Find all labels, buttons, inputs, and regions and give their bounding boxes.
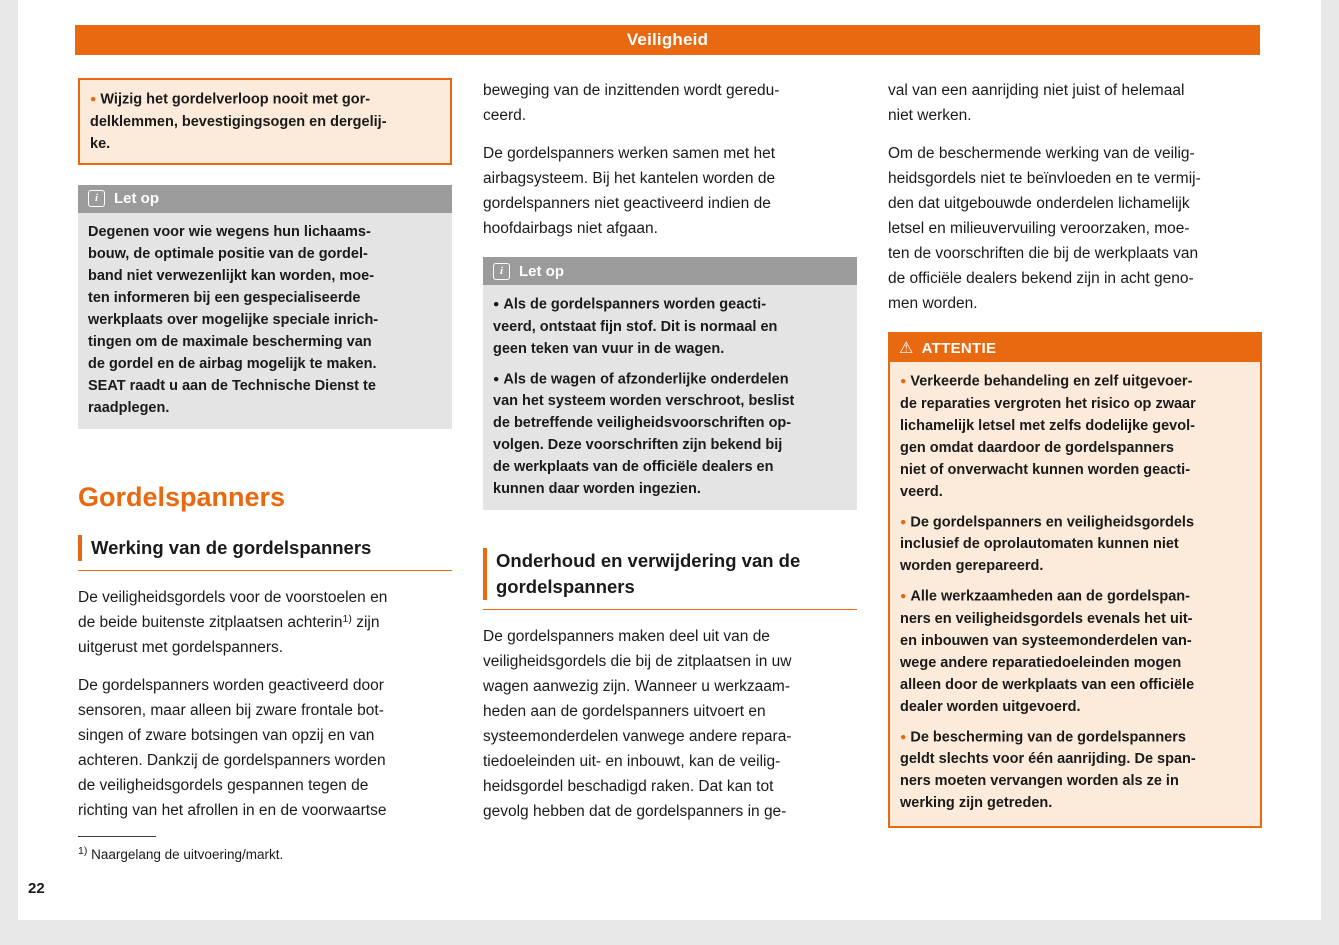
text-line: ceerd. [483,107,527,124]
note-bullet-item [493,368,847,501]
subsection-heading-text [78,535,452,561]
text-line: veerd, ontstaat fijn stof. Dit is normaal en [493,318,778,335]
text-line: letsel en milieuvervuiling veroorzaken, moe- [888,220,1190,237]
text-line: tiedoeleinden uit- en inbouwt, kan de veilig- [483,753,781,770]
text-line: wege andere reparatiedoeleinden mogen [900,654,1182,671]
subsection-heading [78,535,452,571]
text-line: ners moeten vervangen worden als ze in [900,773,1179,789]
text-line: de veiligheidsgordels gespannen tegen de [78,776,369,794]
bullet-icon: ● [900,590,907,602]
bullet-icon: ● [900,515,907,528]
paragraph [483,78,857,128]
text-line: ● Alle werkzaamheden aan de gordelspan- [900,588,1190,605]
footnote-text: $^{1)}$ Naargelang de uitvoering/markt. [78,844,284,862]
text-line: inclusief de oprolautomaten kunnen niet [900,536,1179,552]
warning-box-title: ATTENTIE [921,339,997,357]
text-line: werking zijn getreden. [900,795,1053,811]
text-line: den dat uitgebouwde onderdelen lichamelijk [888,195,1190,212]
footnote-marker: 1) [78,844,88,857]
footnote-reference: 1) [342,612,352,625]
text-line: gevolg hebben dat de gordelspanners in ge- [483,803,787,820]
text-line: heidsgordels niet te beïnvloeden en te vermij- [888,170,1201,187]
warning-icon: ⚠ [899,338,914,357]
text-line: geen teken van vuur in de wagen. [493,340,725,357]
text-line: de gordel en de airbag mogelijk te maken. [88,355,377,372]
text-line: bouw, de optimale positie van de gordel- [88,245,368,262]
text-line: gordelspanners [496,576,635,597]
text-line: Onderhoud en verwijdering van de [496,550,801,571]
text-line: de werkplaats van de officiële dealers en [493,459,774,475]
text-line: kunnen daar worden ingezien. [493,481,701,497]
text-line: ● Als de gordelspanners worden geacti- [493,296,767,313]
text-line: lichamelijk letsel met zelfs dodelijke gevol- [900,417,1195,434]
text-line: band niet verwezenlijkt kan worden, moe- [88,267,375,284]
footnote-rule [78,836,156,837]
text-line: heidsgordel beschadigd raken. Dat kan tot [483,778,774,795]
text-line: ● De bescherming van de gordelspanners [900,729,1186,745]
text-line: veiligheidsgordels die bij de zitplaatsen in uw [483,653,792,670]
text-line: val van een aanrijding niet juist of helemaal [888,82,1185,99]
text-line: ● Verkeerde behandeling en zelf uitgevoer- [900,373,1193,390]
text-line: singen of zware botsingen van opzij en van [78,726,375,744]
text-line: de reparaties vergroten het risico op zwaar [900,395,1196,412]
text-line: hoofdairbags niet afgaan. [483,220,658,237]
caution-box [78,78,452,165]
text-line: De veiligheidsgordels voor de voorstoelen en [78,588,388,606]
paragraph [483,141,857,241]
text-line: De gordelspanners maken deel uit van de [483,628,770,645]
text-line: veerd. [900,483,943,500]
text-line: gordelspanners niet geactiveerd indien de [483,195,771,212]
warning-box [888,332,1262,828]
text-line: de officiële dealers bekend zijn in acht geno- [888,270,1194,287]
note-box-body [483,285,857,510]
warning-bullet-item [900,511,1250,578]
text-line: niet werken. [888,107,972,124]
text-line: ● De gordelspanners en veiligheidsgordels [900,514,1195,530]
text-line: ke. [90,135,111,152]
subsection-heading [483,548,857,610]
note-box-title: Let op [114,190,159,207]
text-line: heden aan de gordelspanners uitvoert en [483,703,766,720]
warning-box-body [890,362,1260,826]
column-left [78,78,452,864]
bullet-icon: ● [493,298,500,310]
paragraph [78,585,452,660]
text-line: tingen om de maximale bescherming van [88,333,372,350]
text-line: en inbouwen van systeemonderdelen van- [900,632,1192,649]
column-right [888,78,1262,828]
text-line: van het systeem worden verschroot, beslist [493,393,795,409]
paragraph [888,141,1262,316]
text-line: uitgerust met gordelspanners. [78,638,284,656]
text-line: geldt slechts voor één aanrijding. De span- [900,751,1196,767]
paragraph [888,78,1262,128]
text-line: systeemonderdelen vanwege andere repara- [483,728,792,745]
text-line: ● Als de wagen of afzonderlijke onderdelen [493,371,789,387]
text-line: delklemmen, bevestigingsogen en dergelij- [90,113,387,130]
text-line: werkplaats over mogelijke speciale inrich- [88,311,379,328]
note-box [483,257,857,510]
page-number: 22 [28,880,45,897]
text-line: gen omdat daardoor de gordelspanners [900,439,1174,456]
text-line: beweging van de inzittenden wordt geredu- [483,82,780,99]
chapter-header-bar [75,25,1260,55]
bullet-icon: ● [900,375,907,387]
warning-box-header [890,334,1260,362]
note-bullet-item [493,293,847,360]
section-heading: Gordelspanners [78,481,286,512]
paragraph [483,624,857,824]
text-line: Werking van de gordelspanners [91,536,372,558]
warning-bullet-item [900,585,1250,718]
text-line: Degenen voor wie wegens hun lichaams- [88,223,371,240]
text-line: De gordelspanners werken samen met het [483,145,776,162]
text-line: sensoren, maar alleen bij zware frontale bot- [78,701,384,719]
warning-bullet-item [900,370,1250,503]
text-line: raadplegen. [88,399,170,416]
bullet-icon: ● [90,93,97,105]
bullet-icon: ● [900,730,907,743]
text-line: SEAT raadt u aan de Technische Dienst te [88,377,376,394]
text-line: De gordelspanners worden geactiveerd door [78,676,384,694]
text-line: Om de beschermende werking van de veilig- [888,145,1195,162]
text-line: dealer worden uitgevoerd. [900,698,1081,715]
text-line: worden gerepareerd. [900,558,1044,574]
chapter-title: Veiligheid [626,30,709,49]
info-icon: i [88,190,105,207]
text-line: wagen aanwezig zijn. Wanneer u werkzaam- [483,678,790,695]
bullet-icon: ● [493,372,500,385]
note-box-header [483,257,857,285]
text-line: volgen. Deze voorschriften zijn bekend bij [493,437,783,453]
note-box-body [78,213,452,429]
note-box-title: Let op [519,262,564,280]
text-line: ten informeren bij een gespecialiseerde [88,289,361,306]
text-line: niet of onverwacht kunnen worden geacti- [900,461,1191,478]
text-line: de beide buitenste zitplaatsen achterin$^{1)}$ zijn [78,612,380,631]
manual-page [18,0,1321,920]
note-box-header [78,185,452,213]
subsection-heading-text [483,548,857,600]
note-box [78,185,452,429]
text-line: richting van het afrollen in en de voorwaartse [78,801,387,819]
text-line: airbagsysteem. Bij het kantelen worden de [483,170,776,187]
text-line: ● Wijzig het gordelverloop nooit met gor- [90,91,371,108]
paragraph [78,673,452,823]
text-line: ners en veiligheidsgordels evenals het uit- [900,610,1193,627]
text-line: achteren. Dankzij de gordelspanners worden [78,751,386,769]
footnote [78,836,452,864]
text-line: men worden. [888,295,978,312]
info-icon: i [493,263,510,280]
warning-bullet-item [900,726,1250,815]
text-line: ten de voorschriften die bij de werkplaats van [888,245,1199,262]
column-middle [483,78,857,837]
text-line: alleen door de werkplaats van een officiële [900,676,1195,693]
text-line: de betreffende veiligheidsvoorschriften op- [493,415,792,431]
